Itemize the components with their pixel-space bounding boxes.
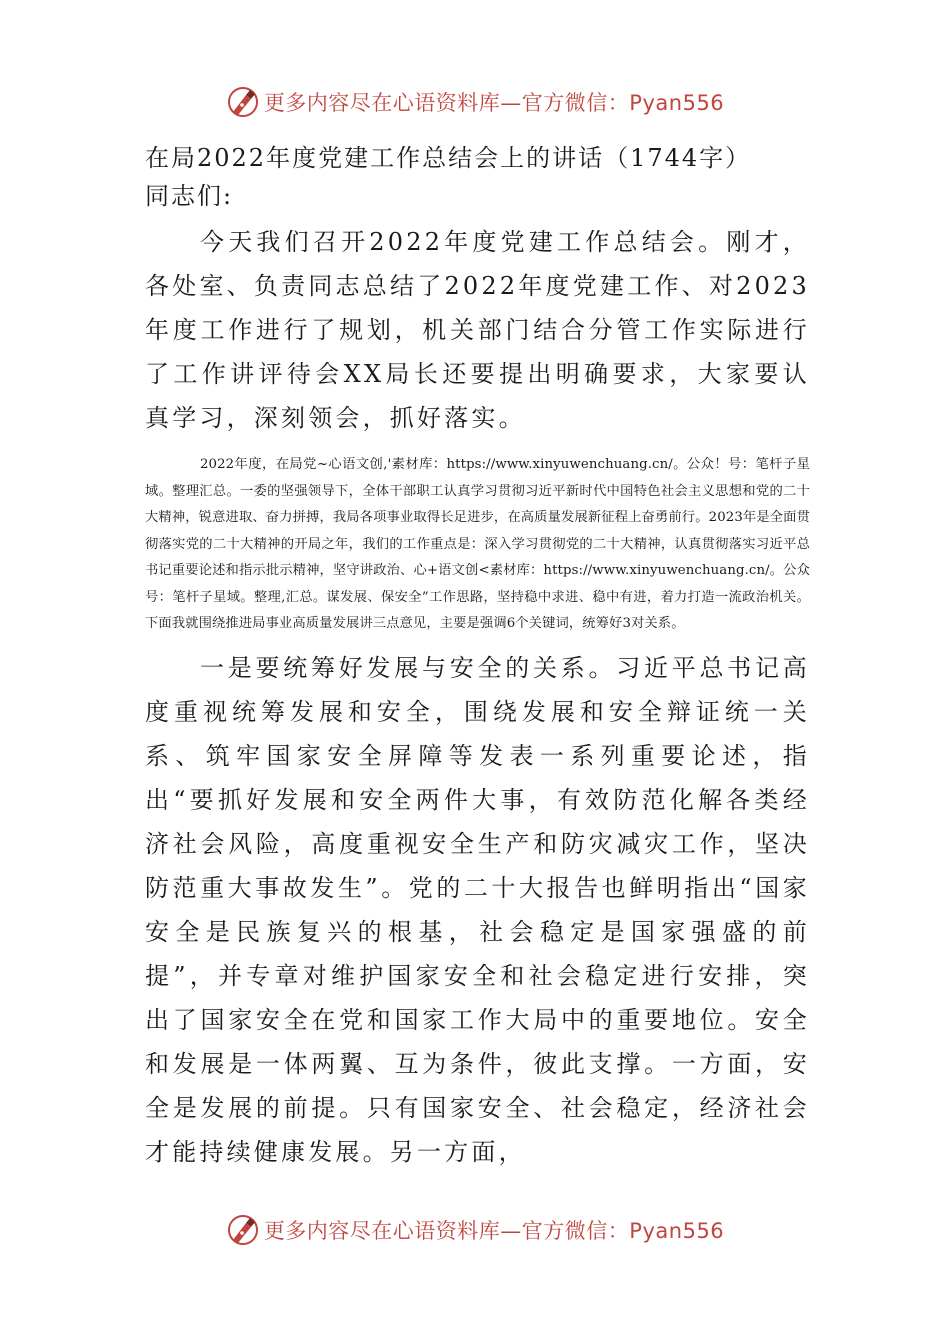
document-title: 在局2022年度党建工作总结会上的讲话（1744字） <box>145 144 752 172</box>
banner-text: 更多内容尽在心语资料库—官方微信：Pyan556 <box>263 1219 725 1243</box>
document-body <box>145 138 810 1174</box>
greeting: 同志们: <box>145 182 234 210</box>
paragraph-summary: 2022年度，在局党~心语文创,'素材库：https://www.xinyuwenchuang.cn/。公众！号：笔杆子星域。整理汇总。一委的坚强领导下，全体干部职工认真学习贯彻习近平新时代中国特色社会主义思想和党的二十大精神，锐意进取、奋力拼搏，我局各项事业取得长足进步，在高质量发展新征程上奋勇前行。2023年是全面贯彻落实党的二十大精神的开局之年，我们的工作重点是：深入学习贯彻党的二十大精神，认真贯彻落实习近平总书记重要论述和指示批示精神，坚守讲政治、心+语文创<素材库：https://www.xinyuwenchuang.cn/。公众号：笔杆子星域。整理,汇总。谋发展、保安全”工作思路，坚持稳中求进、稳中有进，着力打造一流政治机关。下面我就围绕推进局事业高质量发展讲三点意见，主要是强调6个关键词，统筹好3对关系。 <box>145 457 810 631</box>
header-watermark-banner <box>0 82 950 122</box>
pen-nib-logo-icon <box>226 1213 260 1247</box>
banner-text: 更多内容尽在心语资料库—官方微信：Pyan556 <box>263 91 725 115</box>
paragraph-development-security: 一是要统筹好发展与安全的关系。习近平总书记高度重视统筹发展和安全，围绕发展和安全辩证统一关系、筑牢国家安全屏障等发表一系列重要论述，指出“要抓好发展和安全两件大事，有效防范化解各类经济社会风险，高度重视安全生产和防灾减灾工作，坚决防范重大事故发生”。党的二十大报告也鲜明指出“国家安全是民族复兴的根基，社会稳定是国家强盛的前提”，并专章对维护国家安全和社会稳定进行安排，突出了国家安全在党和国家工作大局中的重要地位。安全和发展是一体两翼、互为条件，彼此支撑。一方面，安全是发展的前提。只有国家安全、社会稳定，经济社会才能持续健康发展。另一方面， <box>145 653 810 1166</box>
footer-watermark-banner <box>0 1210 950 1250</box>
paragraph-opening: 今天我们召开2022年度党建工作总结会。刚才，各处室、负责同志总结了2022年度党建工作、对2023年度工作进行了规划，机关部门结合分管工作实际进行了工作讲评待会XX局长还要提出明确要求，大家要认真学习，深刻领会，抓好落实。 <box>145 228 810 432</box>
pen-nib-logo-icon <box>226 85 260 119</box>
